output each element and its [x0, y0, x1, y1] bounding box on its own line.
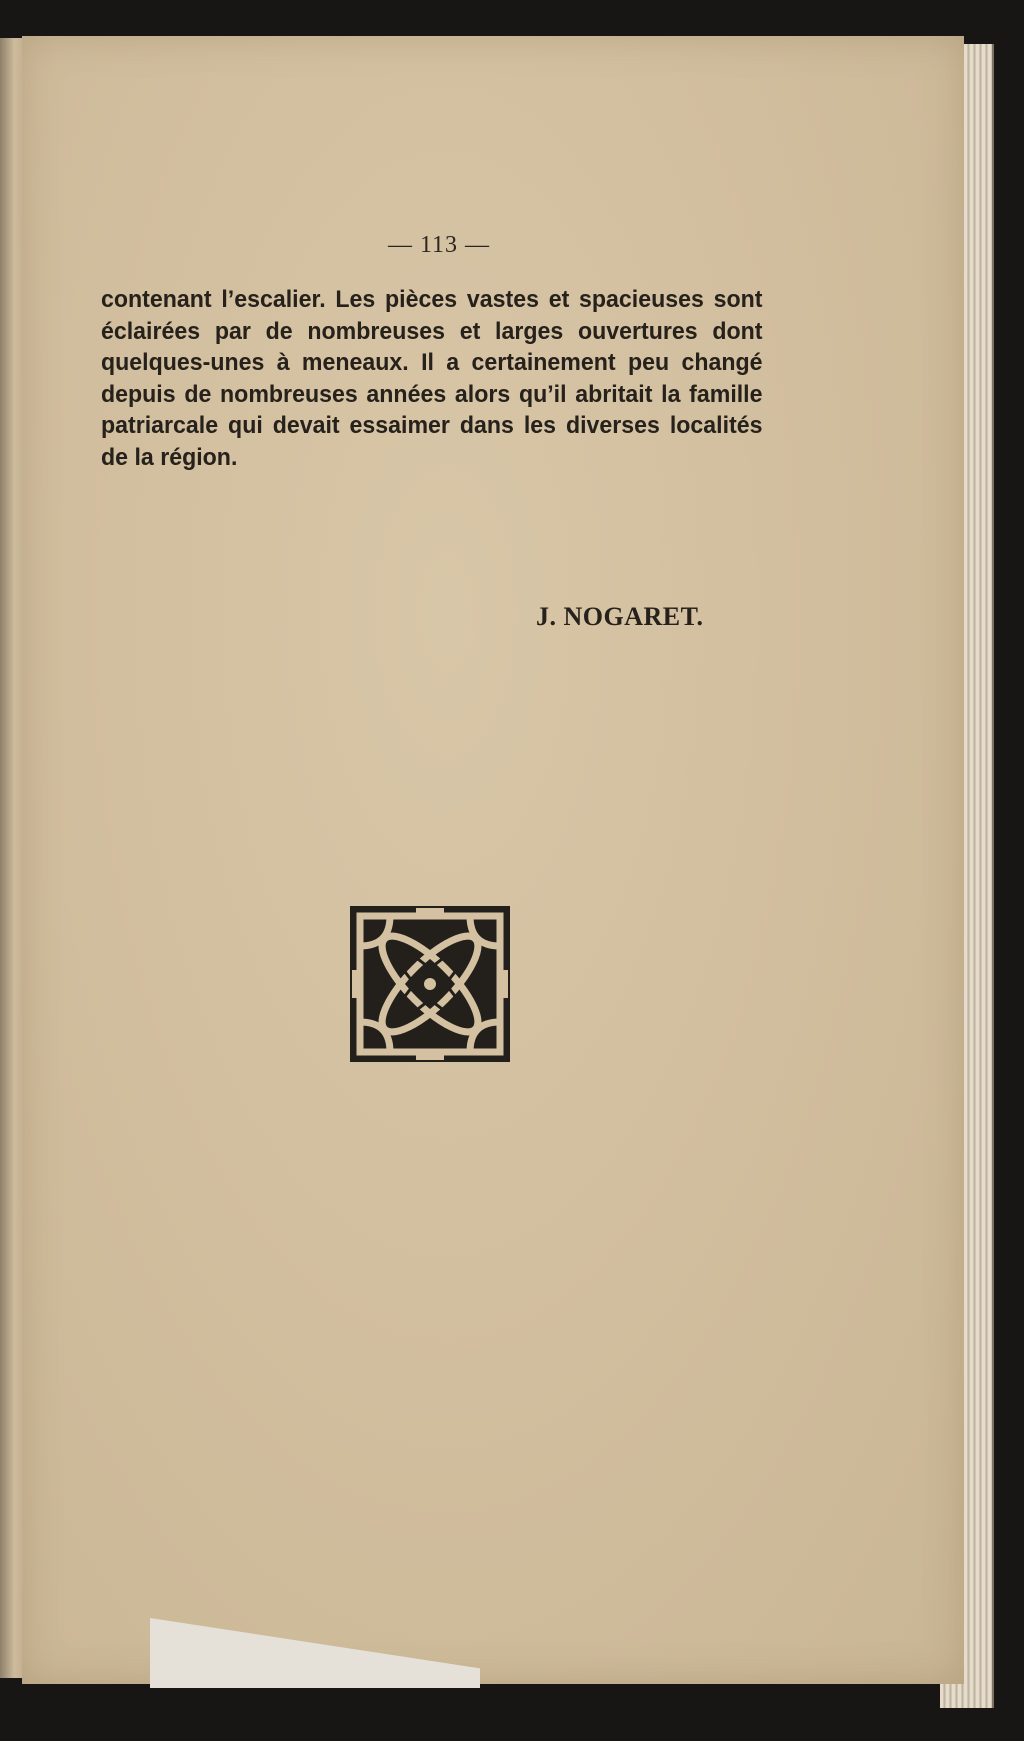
body-paragraph: contenant l’escalier. Les pièces vastes et spacieuses sont éclairées par de nombreuses et larges ouvertures dont quelques-unes à meneaux. Il a certainement peu changé depuis de nombreuses années alors qu’il abritait la famille patriarcale qui devait essaimer dans les diverses localités de la région.: [101, 286, 763, 471]
page-number-text: — 113 —: [387, 232, 491, 258]
book-page: [22, 36, 964, 1684]
page-number: [22, 232, 964, 259]
quatrefoil-ornament-icon: [350, 906, 510, 1062]
author-signature: J. NOGARET.: [536, 602, 704, 631]
